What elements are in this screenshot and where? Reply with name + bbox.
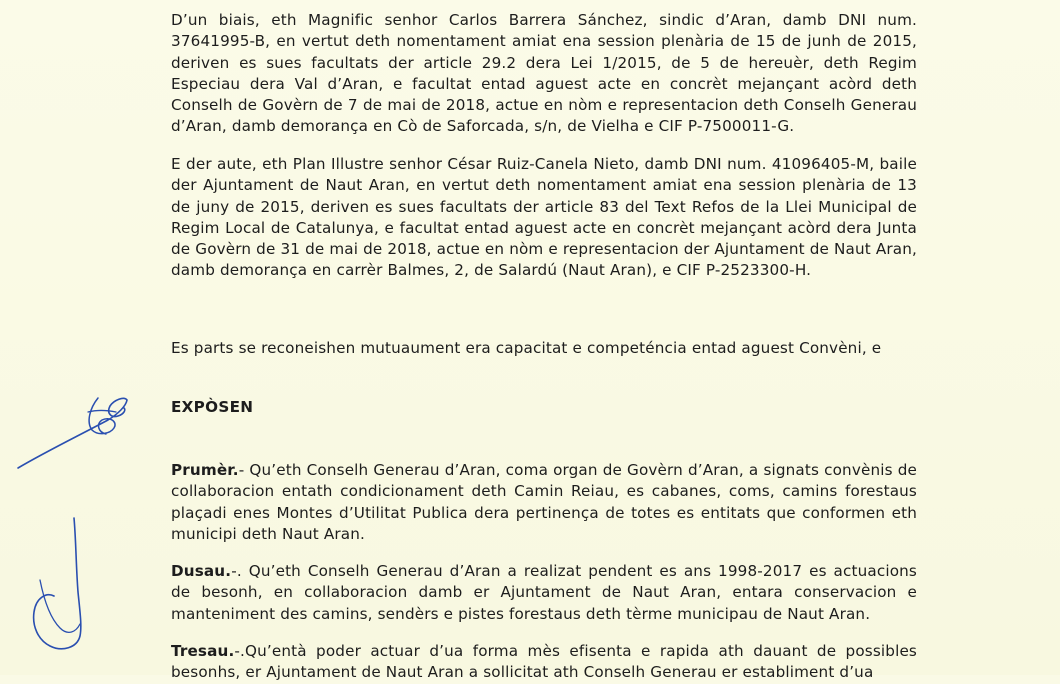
item-label: Prumèr.	[171, 461, 239, 479]
exposition-item-tresau	[171, 641, 917, 684]
item-text: - Qu’eth Conselh Generau d’Aran, coma organ de Govèrn d’Aran, a signats convènis de collaboracion entath condicionament deth Camin Reiau, es cabanes, coms, camins forestaus plaçadi enes Montes d’Utilitat Publica dera pertinença de totes es entitats que conformen eth municipi deth Naut Aran.	[171, 461, 917, 543]
paragraph-ajuntament: E der aute, eth Plan Illustre senhor César Ruiz-Canela Nieto, damb DNI num. 41096405-M, baile der Ajuntament de Naut Aran, en vertut deth nomentament amiat ena session plenària de 13 de juny de 2015, deriven es sues facultats der article 83 del Text Refos de la Llei Municipal de Regim Local de Catalunya, e facultat entad aguest acte en concrèt mejançant acòrd dera Junta de Govèrn de 31 de mai de 2018, actue en nòm e representacion der Ajuntament de Naut Aran, damb demorança en carrèr Balmes, 2, de Salardú (Naut Aran), e CIF P-2523300-H.	[171, 155, 917, 280]
paragraph-conselh-generau: D’un biais, eth Magnific senhor Carlos Barrera Sánchez, sindic d’Aran, damb DNI num. 37641995-B, en vertut deth nomentament amiat ena session plenària de 15 de junh de 2015, deriven es sues facultats der article 29.2 dera Lei 1/2015, de 5 de hereuèr, deth Regim Especiau dera Val d’Aran, e facultat entad aguest acte en concrèt mejançant acòrd deth Conselh de Govèrn de 7 de mai de 2018, actue en nòm e representacion deth Conselh Generau d’Aran, damb demorança en Cò de Saforcada, s/n, de Vielha e CIF P-7500011-G.	[171, 11, 917, 136]
signature-stroke-upper-tick	[88, 411, 116, 413]
signature-stroke-lower-hook	[40, 580, 80, 632]
item-label: Dusau.	[171, 562, 232, 580]
signature-stroke-upper	[18, 398, 127, 468]
handwritten-initials	[0, 0, 200, 675]
signature-stroke-lower	[34, 518, 81, 649]
paragraph-reconeishen: Es parts se reconeishen mutuaument era capacitat e competéncia entad aguest Convèni, e	[171, 339, 882, 357]
exposition-item-dusau	[171, 561, 917, 625]
exposition-item-prumer	[171, 460, 917, 545]
signature-stroke-upper-loop	[89, 398, 115, 434]
item-text: -.Qu’entà poder actuar d’ua forma mès efisenta e rapida ath dauant de possibles besonhs, er Ajuntament de Naut Aran a sollicitat ath Conselh Generau er establiment d’ua	[171, 642, 917, 682]
item-text: -. Qu’eth Conselh Generau d’Aran a realizat pendent es ans 1998-2017 es actuacions de besonh, en collaboracion damb er Ajuntament de Naut Aran, entara conservacion e manteniment des camins, sendèrs e pistes forestaus deth tèrme municipau de Naut Aran.	[171, 562, 917, 623]
section-heading-exposen: EXPÒSEN	[171, 398, 254, 416]
item-label: Tresau.	[171, 642, 235, 660]
